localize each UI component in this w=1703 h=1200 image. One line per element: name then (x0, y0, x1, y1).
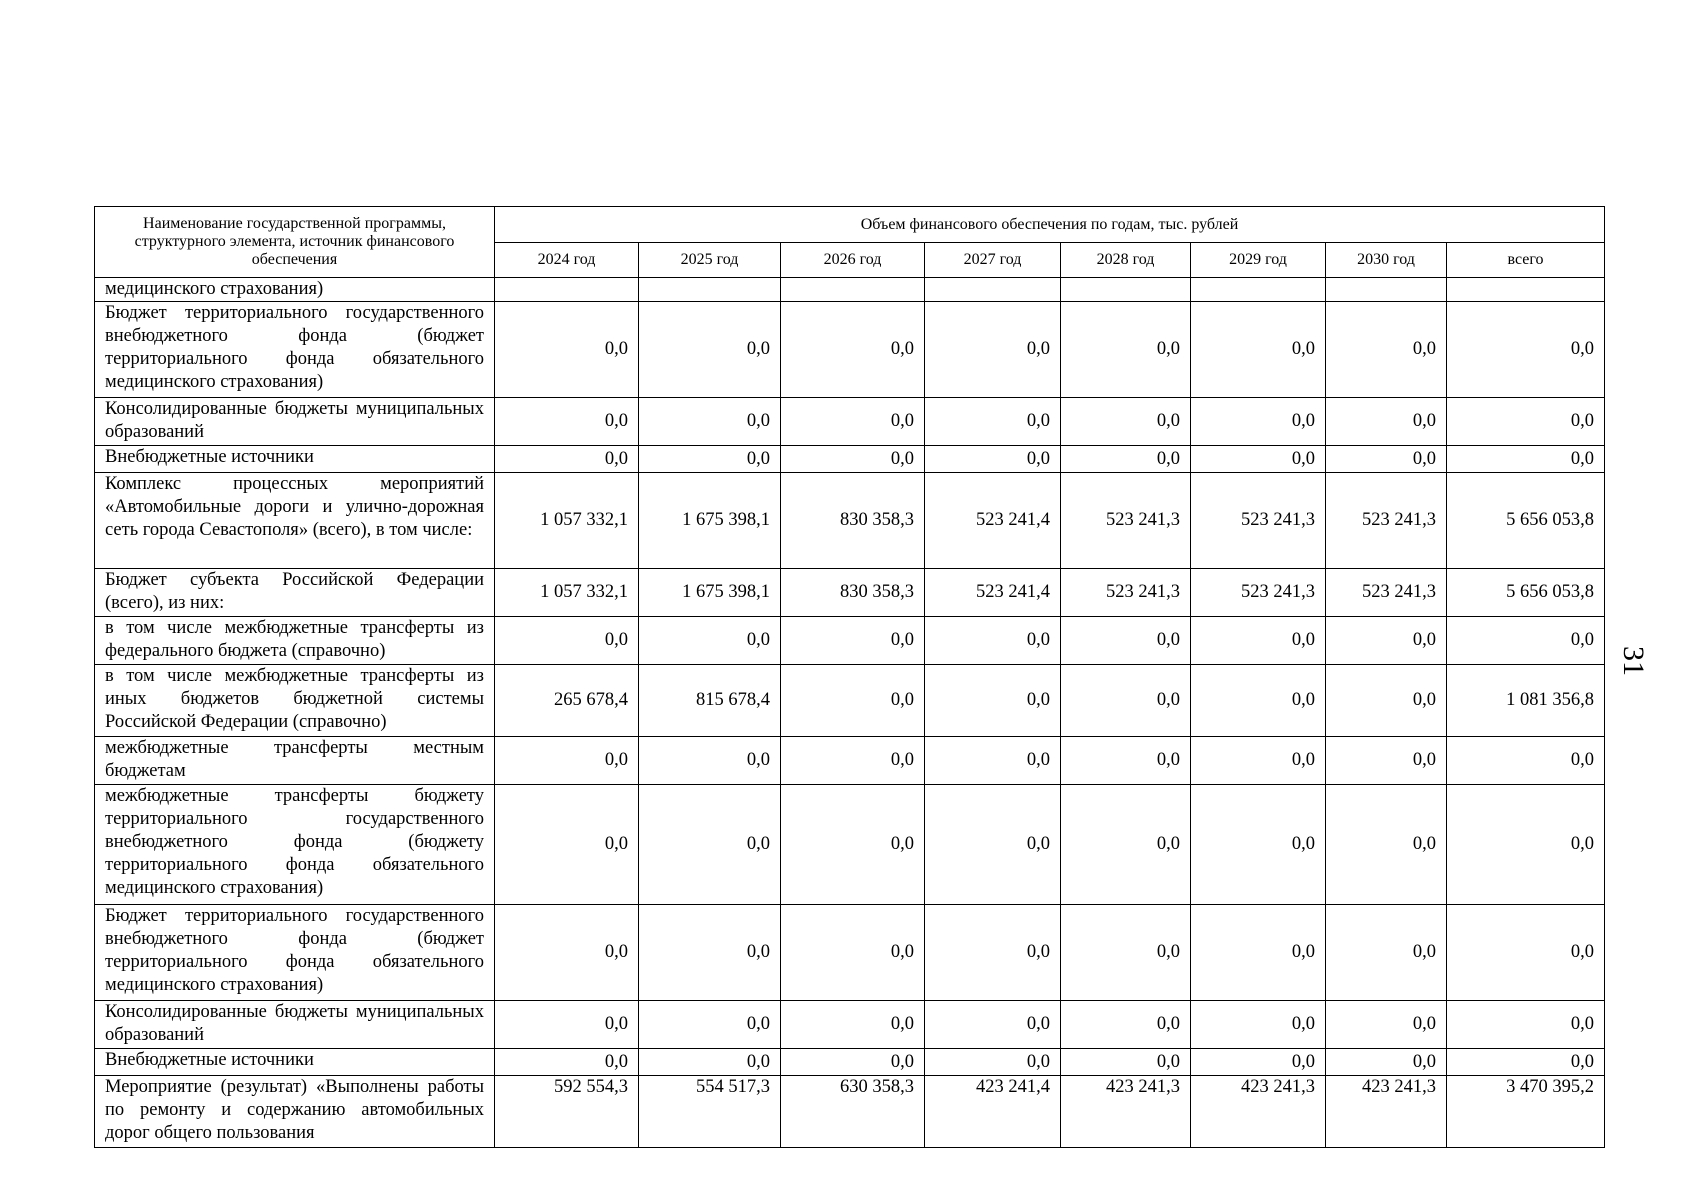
header-group-cell: Объем финансового обеспечения по годам, тыс. рублей (495, 207, 1605, 243)
row-value-cell: 0,0 (1326, 665, 1447, 737)
row-value-cell: 0,0 (925, 1001, 1061, 1049)
row-value-cell: 0,0 (1326, 737, 1447, 785)
row-value-cell (1326, 278, 1447, 302)
table-row (95, 617, 1605, 665)
row-value-cell: 630 358,3 (781, 1076, 925, 1148)
row-value-cell: 0,0 (495, 737, 639, 785)
row-value-cell (781, 278, 925, 302)
row-value-cell: 523 241,3 (1191, 569, 1326, 617)
row-value-cell: 0,0 (639, 785, 781, 905)
row-value-cell: 0,0 (495, 617, 639, 665)
row-total-cell (1447, 278, 1605, 302)
row-value-cell: 0,0 (1191, 1001, 1326, 1049)
row-value-cell: 0,0 (639, 617, 781, 665)
row-name-cell: Консолидированные бюджеты муниципальных образований (95, 1001, 495, 1049)
row-value-cell: 0,0 (495, 446, 639, 473)
row-value-cell: 554 517,3 (639, 1076, 781, 1148)
row-name-cell: Внебюджетные источники (95, 446, 495, 473)
row-value-cell: 0,0 (925, 737, 1061, 785)
row-value-cell: 0,0 (1326, 1001, 1447, 1049)
row-value-cell: 0,0 (1061, 302, 1191, 398)
row-total-cell: 0,0 (1447, 1049, 1605, 1076)
row-value-cell (925, 278, 1061, 302)
row-value-cell: 830 358,3 (781, 473, 925, 569)
row-value-cell: 1 675 398,1 (639, 569, 781, 617)
table-row (95, 302, 1605, 398)
row-value-cell: 0,0 (1061, 446, 1191, 473)
row-value-cell: 830 358,3 (781, 569, 925, 617)
row-value-cell: 0,0 (781, 785, 925, 905)
row-value-cell: 1 057 332,1 (495, 473, 639, 569)
row-value-cell (1061, 278, 1191, 302)
row-value-cell: 0,0 (925, 665, 1061, 737)
row-value-cell: 0,0 (1061, 398, 1191, 446)
row-value-cell: 0,0 (1061, 737, 1191, 785)
row-name-cell: Внебюджетные источники (95, 1049, 495, 1076)
row-value-cell: 0,0 (495, 905, 639, 1001)
row-name-cell: в том числе межбюджетные трансферты из иных бюджетов бюджетной системы Российской Федерации (справочно) (95, 665, 495, 737)
year-header: 2029 год (1191, 243, 1326, 278)
row-value-cell: 423 241,3 (1061, 1076, 1191, 1148)
row-value-cell: 1 057 332,1 (495, 569, 639, 617)
row-value-cell: 0,0 (925, 302, 1061, 398)
row-value-cell: 265 678,4 (495, 665, 639, 737)
header-name-cell: Наименование государственной программы, структурного элемента, источник финансового обеспечения (95, 207, 495, 278)
year-header: 2030 год (1326, 243, 1447, 278)
row-value-cell: 815 678,4 (639, 665, 781, 737)
row-total-cell: 0,0 (1447, 785, 1605, 905)
row-total-cell: 0,0 (1447, 1001, 1605, 1049)
row-value-cell: 0,0 (781, 302, 925, 398)
table-body (95, 278, 1605, 1148)
row-name-cell: межбюджетные трансферты бюджету территориального государственного внебюджетного фонда (бюджету территориального фонда обязательного медицинского страхования) (95, 785, 495, 905)
row-total-cell: 1 081 356,8 (1447, 665, 1605, 737)
row-name-cell: Бюджет территориального государственного внебюджетного фонда (бюджет территориального фонда обязательного медицинского страхования) (95, 905, 495, 1001)
row-name-cell: Консолидированные бюджеты муниципальных образований (95, 398, 495, 446)
row-value-cell: 0,0 (1061, 617, 1191, 665)
row-value-cell (495, 278, 639, 302)
row-value-cell: 0,0 (1326, 446, 1447, 473)
row-total-cell: 0,0 (1447, 302, 1605, 398)
table-row (95, 905, 1605, 1001)
row-total-cell: 0,0 (1447, 905, 1605, 1001)
row-value-cell: 0,0 (639, 1049, 781, 1076)
row-value-cell: 0,0 (1191, 398, 1326, 446)
row-value-cell: 0,0 (1061, 1049, 1191, 1076)
row-value-cell: 0,0 (1191, 785, 1326, 905)
row-value-cell: 423 241,3 (1191, 1076, 1326, 1148)
row-value-cell: 0,0 (1061, 1001, 1191, 1049)
row-value-cell: 0,0 (639, 1001, 781, 1049)
row-value-cell: 0,0 (1326, 398, 1447, 446)
row-value-cell: 0,0 (495, 1001, 639, 1049)
row-value-cell: 523 241,3 (1326, 473, 1447, 569)
row-value-cell: 0,0 (781, 617, 925, 665)
row-value-cell: 0,0 (495, 1049, 639, 1076)
year-header: 2024 год (495, 243, 639, 278)
row-value-cell: 0,0 (1191, 302, 1326, 398)
row-value-cell: 0,0 (1326, 1049, 1447, 1076)
row-value-cell: 0,0 (781, 398, 925, 446)
row-value-cell: 523 241,3 (1061, 473, 1191, 569)
row-value-cell: 0,0 (925, 785, 1061, 905)
row-value-cell: 0,0 (1191, 617, 1326, 665)
row-value-cell: 0,0 (925, 617, 1061, 665)
row-total-cell: 3 470 395,2 (1447, 1076, 1605, 1148)
row-total-cell: 5 656 053,8 (1447, 569, 1605, 617)
row-value-cell: 0,0 (925, 905, 1061, 1001)
row-value-cell: 0,0 (1191, 665, 1326, 737)
row-value-cell: 0,0 (781, 905, 925, 1001)
table-row (95, 1001, 1605, 1049)
row-value-cell: 0,0 (1191, 446, 1326, 473)
row-value-cell: 423 241,4 (925, 1076, 1061, 1148)
page-number: 31 (1617, 646, 1650, 676)
row-value-cell: 0,0 (1191, 1049, 1326, 1076)
row-name-cell: медицинского страхования) (95, 278, 495, 302)
row-value-cell: 523 241,4 (925, 473, 1061, 569)
table-header-row (95, 207, 1605, 243)
row-value-cell: 0,0 (639, 737, 781, 785)
total-header: всего (1447, 243, 1605, 278)
row-value-cell (1191, 278, 1326, 302)
row-total-cell: 0,0 (1447, 446, 1605, 473)
row-value-cell: 1 675 398,1 (639, 473, 781, 569)
row-value-cell: 523 241,3 (1326, 569, 1447, 617)
row-name-cell: в том числе межбюджетные трансферты из федерального бюджета (справочно) (95, 617, 495, 665)
row-value-cell: 0,0 (1061, 785, 1191, 905)
row-value-cell: 0,0 (781, 737, 925, 785)
table-row (95, 398, 1605, 446)
row-name-cell: Комплекс процессных мероприятий «Автомобильные дороги и улично-дорожная сеть города Севастополя» (всего), в том числе: (95, 473, 495, 569)
row-value-cell: 0,0 (781, 665, 925, 737)
row-value-cell: 0,0 (1326, 905, 1447, 1001)
row-value-cell: 423 241,3 (1326, 1076, 1447, 1148)
row-value-cell: 0,0 (1326, 785, 1447, 905)
row-value-cell: 523 241,3 (1191, 473, 1326, 569)
table-row (95, 1049, 1605, 1076)
row-value-cell: 0,0 (1191, 737, 1326, 785)
row-total-cell: 0,0 (1447, 398, 1605, 446)
row-name-cell: Бюджет территориального государственного внебюджетного фонда (бюджет территориального фонда обязательного медицинского страхования) (95, 302, 495, 398)
table-row (95, 1076, 1605, 1148)
row-value-cell: 0,0 (639, 905, 781, 1001)
row-value-cell: 592 554,3 (495, 1076, 639, 1148)
year-header: 2028 год (1061, 243, 1191, 278)
row-value-cell: 0,0 (781, 1049, 925, 1076)
row-value-cell: 0,0 (1061, 905, 1191, 1001)
table-row (95, 278, 1605, 302)
row-value-cell: 0,0 (925, 398, 1061, 446)
row-total-cell: 0,0 (1447, 617, 1605, 665)
table-row (95, 785, 1605, 905)
row-value-cell: 0,0 (1326, 302, 1447, 398)
table-row (95, 569, 1605, 617)
row-value-cell: 0,0 (495, 398, 639, 446)
year-header: 2025 год (639, 243, 781, 278)
row-name-cell: межбюджетные трансферты местным бюджетам (95, 737, 495, 785)
table-row (95, 446, 1605, 473)
row-value-cell: 0,0 (925, 1049, 1061, 1076)
row-name-cell: Мероприятие (результат) «Выполнены работы по ремонту и содержанию автомобильных дорог общего пользования (95, 1076, 495, 1148)
year-header: 2027 год (925, 243, 1061, 278)
row-value-cell: 0,0 (1326, 617, 1447, 665)
row-value-cell: 0,0 (495, 785, 639, 905)
row-value-cell: 0,0 (1191, 905, 1326, 1001)
row-value-cell: 0,0 (639, 302, 781, 398)
row-value-cell: 523 241,3 (1061, 569, 1191, 617)
row-total-cell: 5 656 053,8 (1447, 473, 1605, 569)
row-value-cell: 0,0 (495, 302, 639, 398)
table-row (95, 665, 1605, 737)
row-value-cell: 523 241,4 (925, 569, 1061, 617)
row-total-cell: 0,0 (1447, 737, 1605, 785)
year-header: 2026 год (781, 243, 925, 278)
financing-table (94, 206, 1605, 1148)
row-name-cell: Бюджет субъекта Российской Федерации (всего), из них: (95, 569, 495, 617)
row-value-cell: 0,0 (781, 446, 925, 473)
table-row (95, 473, 1605, 569)
row-value-cell (639, 278, 781, 302)
row-value-cell: 0,0 (639, 446, 781, 473)
table-row (95, 737, 1605, 785)
row-value-cell: 0,0 (1061, 665, 1191, 737)
row-value-cell: 0,0 (781, 1001, 925, 1049)
row-value-cell: 0,0 (925, 446, 1061, 473)
row-value-cell: 0,0 (639, 398, 781, 446)
